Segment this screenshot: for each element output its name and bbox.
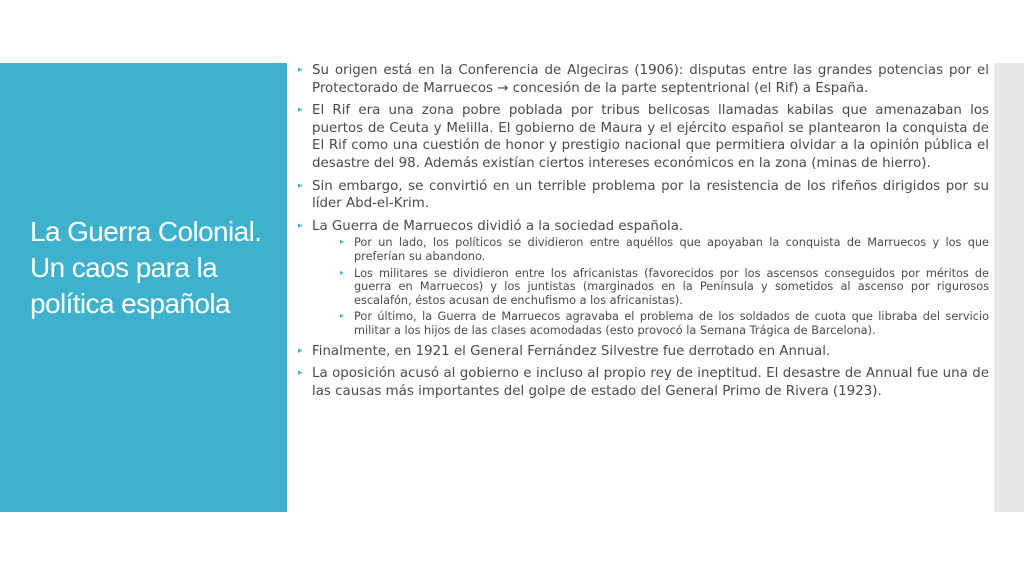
bullet-item <box>296 365 989 400</box>
bullet-text: La oposición acusó al gobierno e incluso al propio rey de ineptitud. El desastre de Annual fue una de las causas más importantes del golpe de estado del General Primo de Rivera (1923). <box>312 366 989 399</box>
sub-bullet-icon: ▸ <box>340 267 345 277</box>
bullet-text: Sin embargo, se convirtió en un terrible problema por la resistencia de los rifeños dirigidos por su líder Abd-el-Krim. <box>312 178 989 212</box>
bullet-icon: ▸ <box>298 220 303 231</box>
bullet-item <box>296 62 989 97</box>
bullet-list <box>296 62 989 400</box>
bullet-item <box>296 218 989 338</box>
sub-bullet-item <box>312 267 989 308</box>
bullet-text: La Guerra de Marruecos dividió a la sociedad española. <box>312 218 684 234</box>
sub-bullet-text: Por un lado, los políticos se dividieron entre aquéllos que apoyaban la conquista de Marruecos y los que preferían su abandono. <box>354 236 989 263</box>
slide-content <box>296 62 989 405</box>
sub-bullet-icon: ▸ <box>340 237 345 247</box>
bullet-icon: ▸ <box>298 368 303 379</box>
bullet-item <box>296 102 989 172</box>
sub-bullet-item <box>312 236 989 263</box>
bullet-icon: ▸ <box>298 65 303 75</box>
sub-bullet-icon: ▸ <box>340 311 345 321</box>
bullet-item <box>296 178 989 213</box>
sub-bullet-item <box>312 310 989 337</box>
bullet-text: El Rif era una zona pobre poblada por tribus belicosas llamadas kabilas que amenazaban los puertos de Ceuta y Melilla. El gobierno de Maura y el ejército español se plantearon la conquista de El Rif como una cuestión de honor y prestigio nacional que permitiera olvidar a la opinión pública el desastre del 98. Además existían ciertos intereses económicos en la zona (minas de hierro). <box>312 103 989 171</box>
bullet-item <box>296 343 989 361</box>
bullet-icon: ▸ <box>298 345 303 356</box>
bullet-text: Finalmente, en 1921 el General Fernández Silvestre fue derrotado en Annual. <box>312 343 831 359</box>
right-accent-bar <box>994 63 1024 512</box>
bullet-text: Su origen está en la Conferencia de Algeciras (1906): disputas entre las grandes potencias por el Protectorado de Marruecos → concesión de la parte septentrional (el Rif) a España. <box>312 63 989 96</box>
sub-bullet-text: Por último, la Guerra de Marruecos agravaba el problema de los soldados de cuota que libraba del servicio militar a los hijos de las clases acomodadas (esto provocó la Semana Trágica de Barcelona). <box>354 310 989 337</box>
slide-title: La Guerra Colonial. Un caos para la política española <box>30 216 262 319</box>
sub-bullet-list <box>312 236 989 337</box>
sub-bullet-text: Los militares se dividieron entre los africanistas (favorecidos por los ascensos conseguidos por méritos de guerra en Marruecos) y los juntistas (marginados en la Península y sometidos al ascenso por rigurosos escalafón, éstos acusan de enchufismo a los africanistas). <box>354 266 989 307</box>
bullet-icon: ▸ <box>298 105 303 116</box>
bullet-icon: ▸ <box>298 180 303 191</box>
